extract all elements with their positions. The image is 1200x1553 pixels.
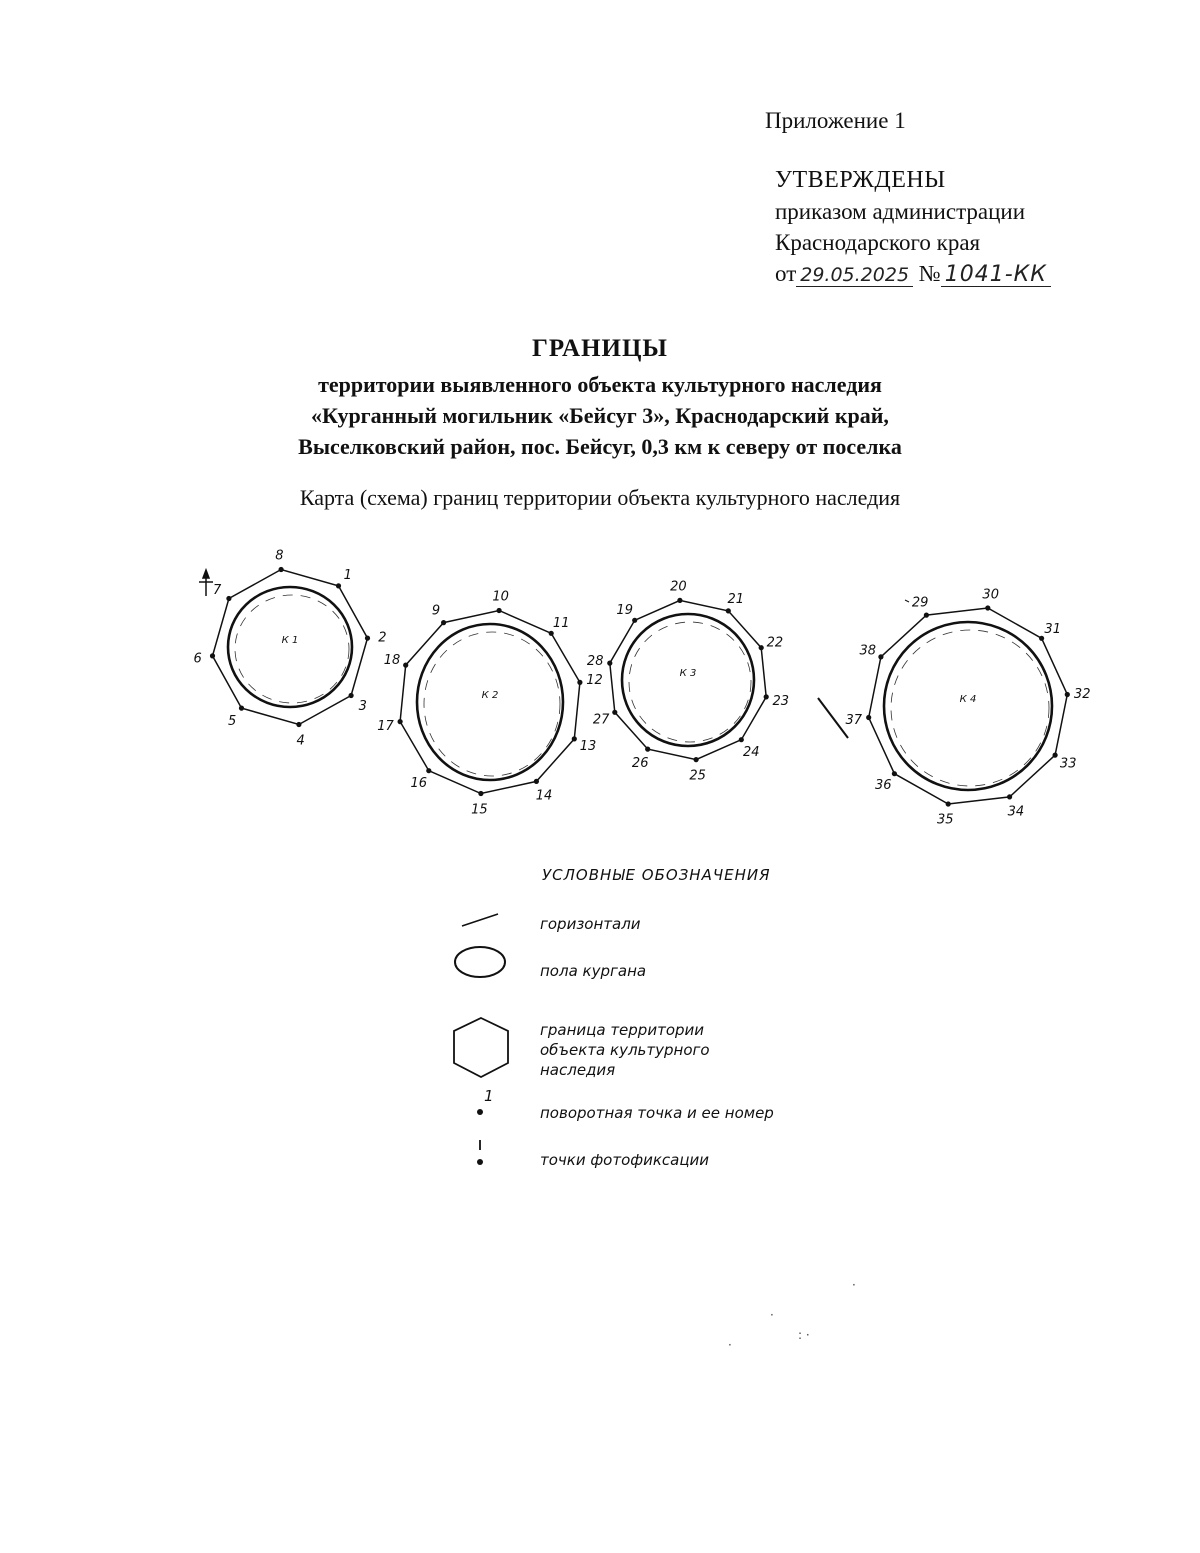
title-line1: территории выявленного объекта культурного наследия [318, 372, 882, 397]
title-line2: «Курганный могильник «Бейсуг 3», Краснодарский край, [311, 403, 889, 428]
legend-boundary [540, 1020, 710, 1080]
contour-line [905, 600, 909, 602]
turn-point-number: 7 [213, 583, 222, 599]
turn-point [403, 663, 408, 668]
turn-point-number: 36 [875, 777, 892, 793]
turn-point-number: 14 [535, 788, 553, 804]
turn-point-number: 12 [586, 673, 603, 689]
turn-point-number: 24 [743, 744, 760, 760]
contour-legend-icon [462, 914, 498, 926]
turn-point-number: 18 [383, 653, 401, 668]
turn-point [1039, 636, 1044, 641]
boundary-legend-icon [454, 1018, 508, 1077]
scan-speck: · [852, 1278, 856, 1292]
document-title [0, 335, 1200, 462]
turn-point-number: 35 [937, 812, 954, 828]
legend-mound-base: пола кургана [540, 962, 647, 980]
turn-point-number: 9 [431, 603, 441, 619]
approval-stamp [775, 165, 1051, 289]
turn-point [497, 608, 502, 613]
turn-point [239, 706, 244, 711]
turn-point [612, 710, 617, 715]
turn-point-number: 38 [859, 643, 877, 659]
turn-point-number: 16 [410, 775, 428, 791]
territory-boundary [869, 608, 1068, 804]
turn-point-number: 32 [1073, 686, 1091, 702]
order-date: 29.05.2025 [796, 264, 913, 287]
turn-point-legend-icon [477, 1109, 483, 1115]
order-issuer-line1: приказом администрации [775, 199, 1026, 224]
mound-base-outline [417, 624, 563, 780]
mound-base-outline [228, 587, 352, 707]
turn-point-number: 11 [552, 616, 570, 632]
turn-point [726, 608, 731, 613]
turn-point [764, 694, 769, 699]
date-prefix: от [775, 261, 797, 286]
turn-point-number: 13 [579, 739, 597, 754]
mound-label: К 3 [679, 668, 697, 679]
turn-point [279, 567, 284, 572]
approved-heading: УТВЕРЖДЕНЫ [775, 167, 946, 193]
turn-point-number: 4 [296, 733, 305, 749]
turn-point [892, 771, 897, 776]
turn-point-number: 33 [1059, 756, 1077, 772]
turn-point [296, 722, 301, 727]
turn-point-number: 30 [982, 587, 999, 603]
turn-point [210, 653, 215, 658]
turn-point [1065, 692, 1070, 697]
mound-label: К 1 [281, 635, 299, 646]
mound-scheme-1 [193, 549, 386, 749]
turn-point-number: 26 [631, 756, 649, 772]
turn-point [985, 605, 990, 610]
mound-scheme-4 [846, 587, 1091, 827]
mound-label: К 2 [481, 690, 499, 701]
turn-point-number: 10 [492, 589, 509, 605]
photo-point-dot-icon [477, 1159, 483, 1165]
legend-title: УСЛОВНЫЕ ОБОЗНАЧЕНИЯ [542, 866, 771, 884]
turn-point-number: 34 [1007, 804, 1025, 820]
scan-speck: : · [798, 1328, 810, 1342]
turn-point [924, 613, 929, 618]
turn-point [534, 779, 539, 784]
order-number: 1041-КК [941, 264, 1051, 287]
turn-point [632, 618, 637, 623]
mound-base-outline [622, 614, 754, 746]
legend-turn-point: поворотная точка и ее номер [540, 1104, 774, 1122]
legend-boundary-line1: граница территории [540, 1021, 705, 1039]
map-caption: Карта (схема) границ территории объекта культурного наследия [299, 485, 901, 510]
turn-point [478, 791, 483, 796]
turn-point-number: 25 [689, 768, 706, 784]
turn-point-number: 21 [727, 591, 745, 607]
number-prefix: № [918, 261, 941, 286]
contour-line [629, 622, 751, 742]
contour-line [818, 698, 848, 738]
turn-point [1007, 794, 1012, 799]
turn-point-number: 23 [772, 694, 790, 710]
turn-point [549, 631, 554, 636]
turn-point-number: 3 [358, 698, 367, 714]
turn-point [677, 598, 682, 603]
turn-point [878, 654, 883, 659]
turn-point [398, 719, 403, 724]
turn-point-number: 37 [845, 713, 863, 729]
turn-point [607, 661, 612, 666]
appendix-label: Приложение 1 [765, 108, 906, 133]
scan-speck: · [728, 1338, 732, 1352]
turn-point-number: 5 [228, 713, 237, 729]
turn-point-number: 31 [1044, 622, 1061, 638]
mound-scheme-2 [377, 590, 603, 818]
legend-symbols [440, 900, 530, 1180]
turn-point [572, 736, 577, 741]
turn-point-number: 6 [193, 651, 202, 667]
order-date-number [775, 258, 1051, 289]
turn-point-number: 8 [275, 548, 284, 564]
turn-point [946, 801, 951, 806]
turn-point [866, 715, 871, 720]
contour-line [235, 595, 349, 703]
turn-point [336, 583, 341, 588]
legend-boundary-line3: наследия [540, 1061, 616, 1079]
turn-point-number: 22 [766, 635, 784, 651]
turn-point-number: 19 [616, 603, 633, 619]
mound-legend-icon [455, 947, 505, 977]
turn-point [441, 620, 446, 625]
territory-boundary [213, 570, 368, 725]
mound-base-outline [884, 622, 1052, 790]
turn-point-number: 15 [471, 802, 488, 818]
turn-point-number: 29 [911, 595, 929, 611]
legend-boundary-line2: объекта культурного [540, 1041, 710, 1059]
contour-line [891, 630, 1049, 786]
territory-boundary [610, 600, 766, 759]
boundary-scheme [0, 548, 1200, 830]
turn-point-number: 20 [670, 579, 687, 595]
mound-scheme-3 [587, 580, 789, 784]
turn-point [426, 768, 431, 773]
turn-point [577, 680, 582, 685]
order-issuer-line2: Краснодарского края [775, 230, 981, 255]
contour-line [424, 632, 560, 776]
turn-point-number: 17 [377, 718, 394, 734]
turn-point [365, 636, 370, 641]
turn-point [1053, 753, 1058, 758]
turn-point-number: 27 [592, 712, 610, 728]
legend-contours: горизонтали [540, 915, 641, 933]
title-main: ГРАНИЦЫ [532, 335, 668, 362]
turn-point-number: 28 [586, 653, 604, 669]
title-line3: Выселковский район, пос. Бейсуг, 0,3 км к северу от поселка [298, 434, 902, 459]
turn-point-number: 1 [343, 568, 352, 584]
legend-turn-point-number: 1 [484, 1087, 494, 1105]
north-arrow-icon [199, 570, 213, 596]
legend-photo-points: точки фотофиксации [540, 1151, 710, 1169]
scan-speck: · [770, 1308, 774, 1322]
turn-point [349, 693, 354, 698]
turn-point [645, 747, 650, 752]
territory-boundary [400, 611, 580, 794]
turn-point [739, 737, 744, 742]
mound-label: К 4 [959, 694, 977, 705]
turn-point-number: 2 [378, 630, 387, 646]
turn-point [226, 596, 231, 601]
turn-point [759, 645, 764, 650]
turn-point [694, 757, 699, 762]
